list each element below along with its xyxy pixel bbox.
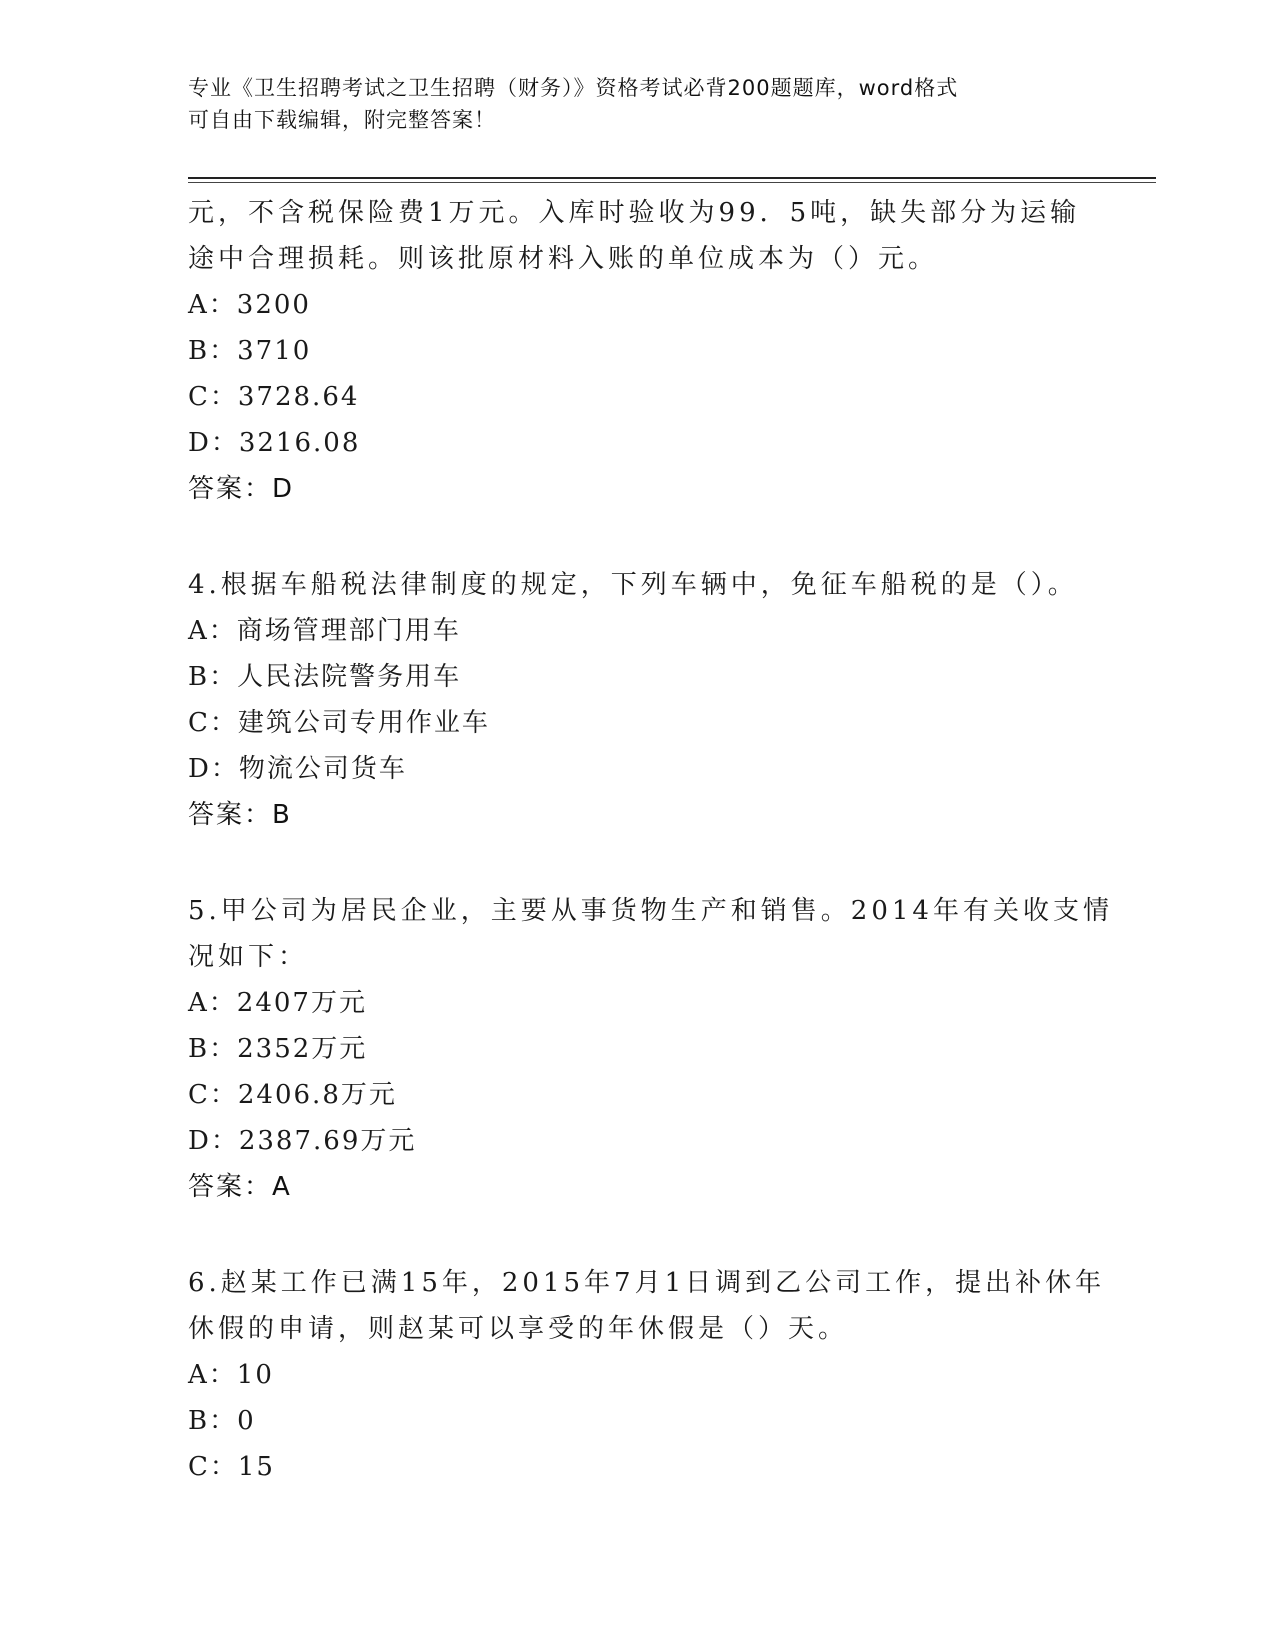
document-body xyxy=(188,190,1113,1490)
option-c: C：15 xyxy=(188,1452,275,1482)
header-rule-thin xyxy=(188,182,1156,183)
spacer xyxy=(188,1210,1088,1260)
question-stem: 6.赵某工作已满15年，2015年7月1日调到乙公司工作，提出补休年 xyxy=(188,1268,1106,1298)
option-b: B：2352万元 xyxy=(188,1034,368,1064)
option-d: D：2387.69万元 xyxy=(188,1126,417,1156)
option-b: B：人民法院警务用车 xyxy=(188,662,462,692)
question-stem: 途中合理损耗。则该批原材料入账的单位成本为（）元。 xyxy=(188,244,939,274)
answer-label: 答案：B xyxy=(188,800,292,830)
answer-label: 答案：A xyxy=(188,1172,292,1202)
option-c: C：建筑公司专用作业车 xyxy=(188,708,490,738)
option-a: A：2407万元 xyxy=(188,988,367,1018)
option-c: C：3728.64 xyxy=(188,382,360,412)
question-block-4 xyxy=(188,562,1088,838)
option-a: A：10 xyxy=(188,1360,274,1390)
spacer xyxy=(188,512,1088,562)
option-b: B：3710 xyxy=(188,336,312,366)
option-c: C：2406.8万元 xyxy=(188,1080,397,1110)
spacer xyxy=(188,838,1088,888)
question-stem: 4.根据车船税法律制度的规定，下列车辆中，免征车船税的是（）。 xyxy=(188,570,1078,600)
option-a: A：商场管理部门用车 xyxy=(188,616,461,646)
question-stem: 况如下： xyxy=(188,942,309,972)
option-b: B：0 xyxy=(188,1406,256,1436)
question-stem: 5.甲公司为居民企业，主要从事货物生产和销售。2014年有关收支情 xyxy=(188,896,1113,926)
page-header xyxy=(188,72,1068,136)
question-block-3 xyxy=(188,190,1088,512)
option-d: D：物流公司货车 xyxy=(188,754,407,784)
header-rule xyxy=(188,177,1156,179)
option-a: A：3200 xyxy=(188,290,311,320)
question-block-5 xyxy=(188,888,1113,1210)
header-title-line-1: 专业《卫生招聘考试之卫生招聘（财务）》资格考试必背200题题库，word格式 xyxy=(188,76,959,100)
answer-label: 答案：D xyxy=(188,474,295,504)
question-stem: 休假的申请，则赵某可以享受的年休假是（）天。 xyxy=(188,1314,849,1344)
question-block-6 xyxy=(188,1260,1106,1490)
question-stem: 元，不含税保险费1万元。入库时验收为99．5吨，缺失部分为运输 xyxy=(188,198,1081,228)
option-d: D：3216.08 xyxy=(188,428,361,458)
header-title-line-2: 可自由下载编辑，附完整答案！ xyxy=(188,108,496,132)
